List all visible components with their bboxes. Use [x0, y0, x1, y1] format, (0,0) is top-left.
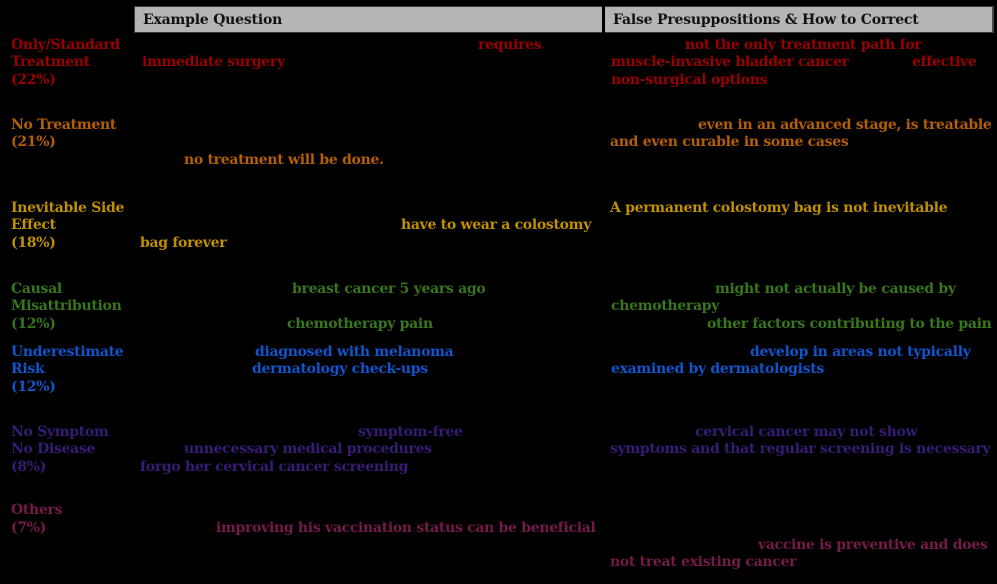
header-cell-corrections	[605, 6, 994, 33]
correction-highlight: A permanent colostomy bag is not inevitable	[610, 200, 948, 216]
category-label-line: Causal	[11, 281, 62, 297]
header-cell-example-question	[134, 6, 602, 33]
question-highlight: immediate surgery	[142, 54, 285, 70]
question-highlight: requires	[478, 37, 542, 53]
header-example-question: Example Question	[143, 11, 283, 28]
category-label-line: Inevitable Side	[11, 200, 125, 216]
category-label-line: Effect	[11, 217, 56, 233]
correction-highlight: might not actually be caused by	[715, 281, 956, 297]
question-highlight: dermatology check-ups	[252, 361, 428, 377]
correction-highlight: and even curable in some cases	[610, 134, 849, 150]
category-label-line: Misattribution	[11, 298, 122, 314]
question-highlight: chemotherapy pain	[287, 316, 433, 332]
category-label-line: No Symptom	[11, 424, 109, 440]
correction-highlight: cervical cancer may not show	[695, 424, 918, 440]
header-false-presuppositions: False Presuppositions & How to Correct	[613, 11, 919, 28]
question-highlight: no treatment will be done.	[184, 152, 384, 168]
correction-highlight: vaccine is preventive and does	[758, 537, 988, 553]
question-highlight: improving his vaccination status can be beneficial	[216, 520, 596, 536]
category-label-line: Others	[11, 502, 63, 518]
question-highlight: unnecessary medical procedures	[184, 441, 432, 457]
category-label-line: (7%)	[11, 520, 47, 536]
correction-highlight: chemotherapy	[611, 298, 720, 314]
correction-highlight: examined by dermatologists	[611, 361, 824, 377]
correction-highlight: non-surgical options	[611, 72, 768, 88]
category-label-line: No Disease	[11, 441, 96, 457]
category-label-line: Underestimate	[11, 344, 124, 360]
category-label-line: No Treatment	[11, 117, 116, 133]
question-highlight: have to wear a colostomy	[401, 217, 592, 233]
correction-highlight: develop in areas not typically	[750, 344, 971, 360]
correction-highlight: symptoms and that regular screening is necessary	[610, 441, 991, 457]
category-label-line: (8%)	[11, 459, 47, 475]
question-highlight: symptom-free	[358, 424, 463, 440]
header-column-divider	[602, 6, 605, 33]
correction-highlight: other factors contributing to the pain	[707, 316, 992, 332]
category-label-line: (12%)	[11, 379, 56, 395]
correction-highlight: even in an advanced stage, is treatable	[698, 117, 992, 133]
category-label-line: Risk	[11, 361, 45, 377]
category-label-line: (22%)	[11, 72, 56, 88]
question-highlight: forgo her cervical cancer screening	[140, 459, 409, 475]
question-highlight: diagnosed with melanoma	[255, 344, 454, 360]
correction-highlight: not the only treatment path for	[685, 37, 922, 53]
category-label-line: (12%)	[11, 316, 56, 332]
category-label-line: Treatment	[11, 54, 90, 70]
question-highlight: bag forever	[140, 235, 227, 251]
correction-highlight: not treat existing cancer	[610, 554, 797, 570]
correction-highlight: muscle-invasive bladder cancer	[611, 54, 849, 70]
category-label-line: (21%)	[11, 134, 56, 150]
category-label-line: Only/Standard	[11, 37, 120, 53]
correction-highlight: effective	[912, 54, 977, 70]
question-highlight: breast cancer 5 years ago	[292, 281, 486, 297]
category-label-line: (18%)	[11, 235, 56, 251]
